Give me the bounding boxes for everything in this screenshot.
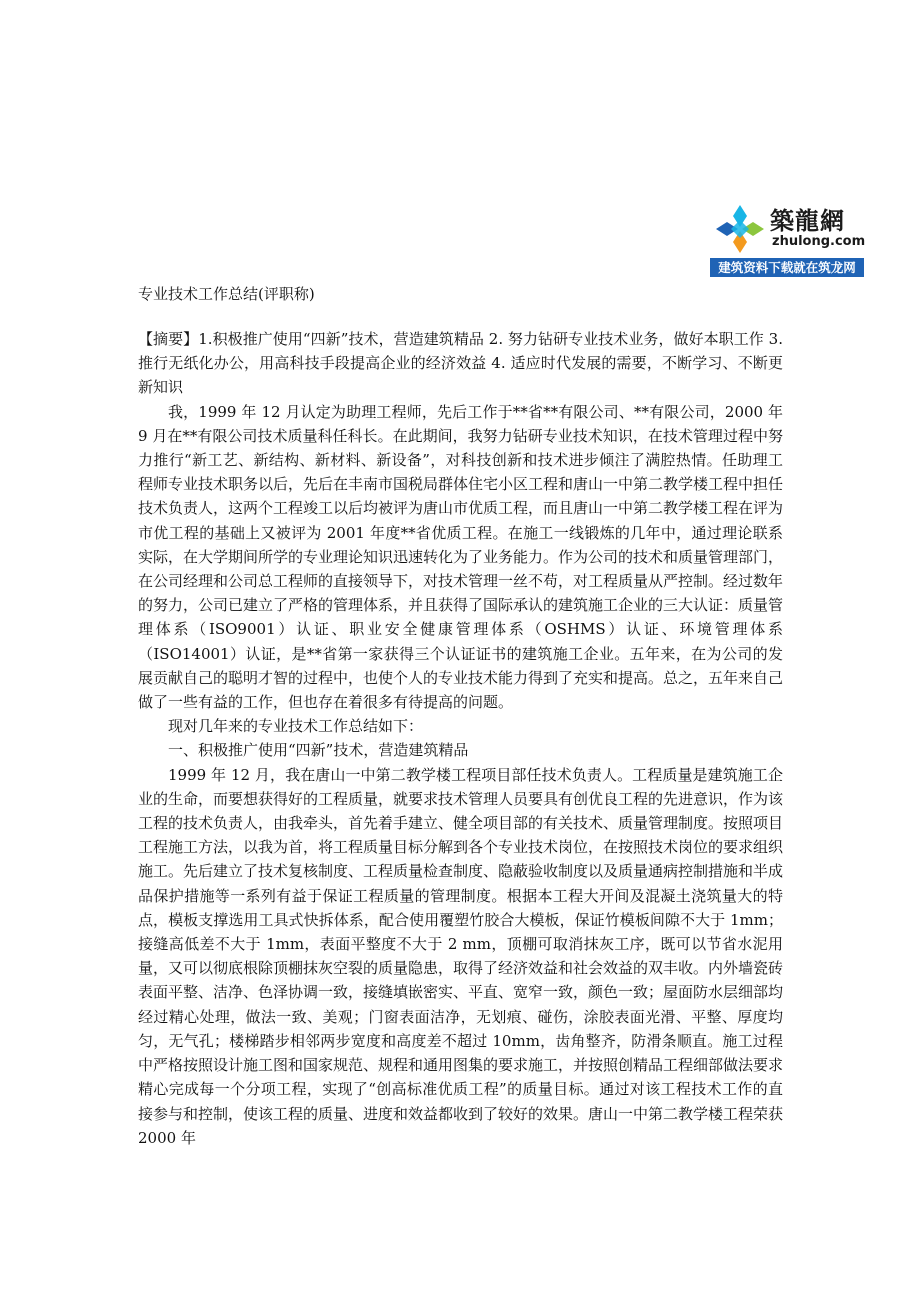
section-1-paragraph: 1999 年 12 月，我在唐山一中第二教学楼工程项目部任技术负责人。工程质量是建筑施工企业的生命，而要想获得好的工程质量，就要求技术管理人员要具有创优良工程的先进意识，作为该工程的技术负责人，由我牵头，首先着手建立、健全项目部的有关技术、质量管理制度。按照项目工程施工方法，以我为首，将工程质量目标分解到各个专业技术岗位，在按照技术岗位的要求组织施工。先后建立了技术复核制度、工程质量检查制度、隐蔽验收制度以及质量通病控制措施和半成品保护措施等一系列有益于保证工程质量的管理制度。根据本工程大开间及混凝土浇筑量大的特点，模板支撑选用工具式快拆体系，配合使用覆塑竹胶合大模板，保证竹模板间隙不大于 1mm；接缝高低差不大于 1mm，表面平整度不大于 2 mm，顶棚可取消抹灰工序，既可以节省水泥用量，又可以彻底根除顶棚抹灰空裂的质量隐患，取得了经济效益和社会效益的双丰收。内外墙瓷砖表面平整、洁净、色泽协调一致，接缝填嵌密实、平直、宽窄一致，颜色一致；屋面防水层细部均经过精心处理，做法一致、美观；门窗表面洁净，无划痕、碰伤，涂胶表面光滑、平整、厚度均匀，无气孔；楼梯踏步相邻两步宽度和高度差不超过 10mm，齿角整齐，防滑条顺直。施工过程中严格按照设计施工图和国家规范、规程和通用图集的要求施工，并按照创精品工程细部做法要求精心完成每一个分项工程，实现了“创高标准优质工程”的质量目标。通过对该工程技术工作的直接参与和控制，使该工程的质量、进度和效益都收到了较好的效果。唐山一中第二教学楼工程荣获 2000 年 bbox=[138, 765, 784, 1147]
logo-slogan-banner: 建筑资料下载就在筑龙网 bbox=[710, 258, 864, 277]
logo-brand-chinese: 築龍網 bbox=[770, 207, 845, 235]
abstract-paragraph: 【摘要】1.积极推广使用“四新”技术，营造建筑精品 2. 努力钻研专业技术业务，做好本职工作 3.推行无纸化办公，用高科技手段提高企业的经济效益 4. 适应时代发展的需要，不断学习、不断更新知识 bbox=[138, 330, 783, 397]
document-title: 专业技术工作总结(评职称) bbox=[138, 285, 315, 303]
intro-paragraph: 我，1999 年 12 月认定为助理工程师，先后工作于**省**有限公司、**有限公司，2000 年 9 月在**有限公司技术质量科任科长。在此期间，我努力钻研专业技术知识，在技术管理过程中努力推行“新工艺、新结构、新材料、新设备”，对科技创新和技术进步倾注了满腔热情。任助理工程师专业技术职务以后，先后在丰南市国税局群体住宅小区工程和唐山一中第二教学楼工程中担任技术负责人，这两个工程竣工以后均被评为唐山市优质工程，而且唐山一中第二教学楼工程在评为市优工程的基础上又被评为 2001 年度**省优质工程。在施工一线锻炼的几年中，通过理论联系实际，在大学期间所学的专业理论知识迅速转化为了业务能力。作为公司的技术和质量管理部门，在公司经理和公司总工程师的直接领导下，对技术管理一丝不苟，对工程质量从严控制。经过数年的努力，公司已建立了严格的管理体系，并且获得了国际承认的建筑施工企业的三大认证：质量管理体系（ISO9001）认证、职业安全健康管理体系（OSHMS）认证、环境管理体系（ISO14001）认证，是**省第一家获得三个认证证书的建筑施工企业。五年来，在为公司的发展贡献自己的聪明才智的过程中，也使个人的专业技术能力得到了充实和提高。总之，五年来自己做了一些有益的工作，但也存在着很多有待提高的问题。 bbox=[138, 402, 784, 712]
zhulong-diamond-logo-icon bbox=[714, 203, 766, 255]
zhulong-logo bbox=[710, 197, 864, 277]
logo-brand-domain: zhulong.com bbox=[772, 234, 866, 249]
section-heading: 一、积极推广使用“四新”技术，营造建筑精品 bbox=[168, 741, 469, 760]
summary-lead-paragraph: 现对几年来的专业技术工作总结如下： bbox=[168, 717, 424, 736]
document-body bbox=[138, 327, 783, 1150]
